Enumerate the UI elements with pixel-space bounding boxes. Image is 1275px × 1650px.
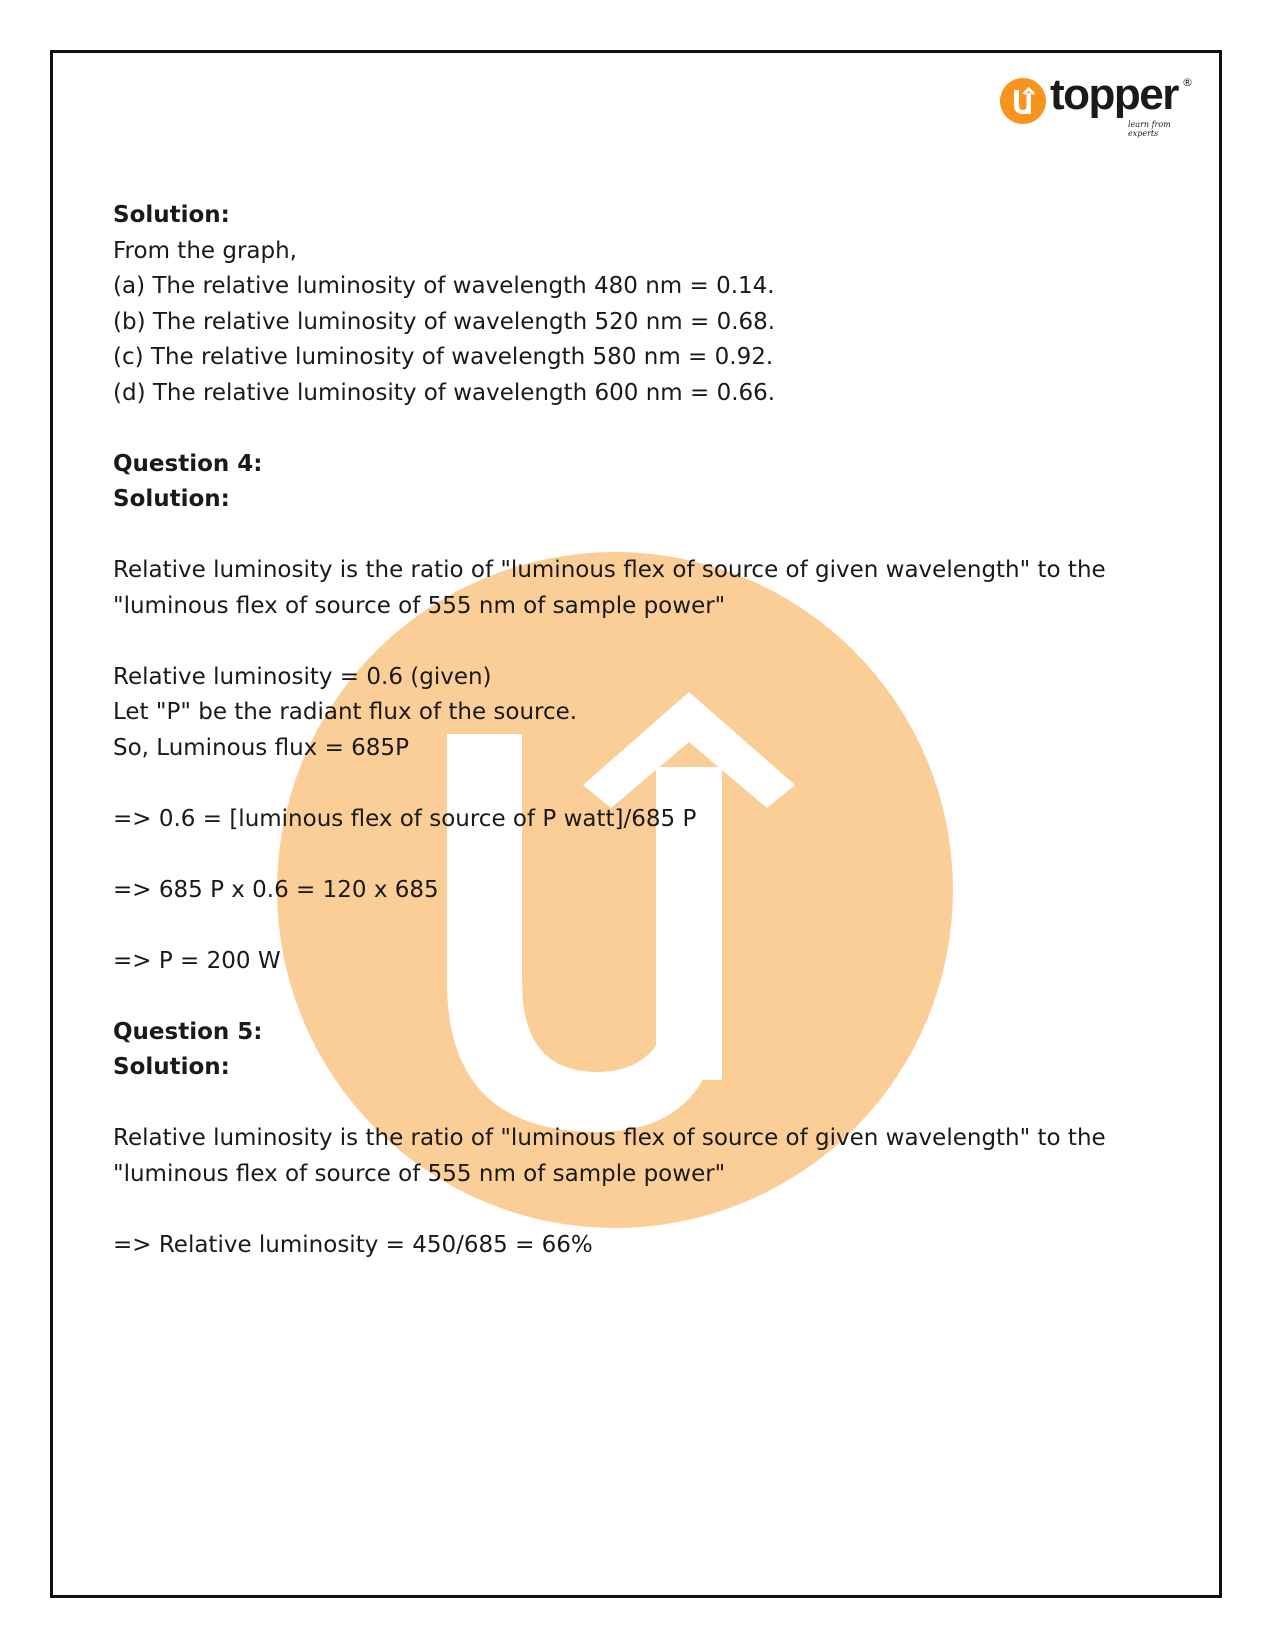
- document-content: [113, 198, 1173, 1263]
- topper-logo: [1000, 70, 1200, 138]
- text-line: Relative luminosity is the ratio of "luminous flex of source of given wavelength" to the: [113, 557, 1106, 583]
- logo-tagline: learn from experts: [1128, 120, 1171, 138]
- text-line: (d) The relative luminosity of wavelength 600 nm = 0.66.: [113, 379, 776, 406]
- text-line: (a) The relative luminosity of wavelength 480 nm = 0.14.: [113, 273, 775, 299]
- text-line: Let "P" be the radiant flux of the source.: [113, 699, 578, 725]
- topper-logo-icon: [1000, 78, 1046, 124]
- solution-heading: Solution:: [113, 1054, 230, 1080]
- logo-wordmark: topper: [1050, 70, 1178, 119]
- text-line: From the graph,: [113, 237, 297, 264]
- equation-line: => P = 200 W: [113, 947, 281, 974]
- text-line: Relative luminosity = 0.6 (given): [113, 663, 492, 690]
- question-heading: Question 5:: [113, 1018, 263, 1045]
- equation-line: => 0.6 = [luminous flex of source of P watt]/685 P: [113, 805, 697, 832]
- text-line: Relative luminosity is the ratio of "luminous flex of source of given wavelength" to the: [113, 1125, 1106, 1151]
- text-line: (b) The relative luminosity of wavelength 520 nm = 0.68.: [113, 308, 776, 335]
- equation-line: => 685 P x 0.6 = 120 x 685: [113, 876, 439, 903]
- text-line: "luminous flex of source of 555 nm of sample power": [113, 592, 726, 619]
- equation-line: => Relative luminosity = 450/685 = 66%: [113, 1231, 593, 1258]
- text-line: So, Luminous flux = 685P: [113, 734, 409, 761]
- registered-mark: ®: [1182, 76, 1193, 89]
- text-line: (c) The relative luminosity of wavelength 580 nm = 0.92.: [113, 344, 774, 370]
- solution-heading: Solution:: [113, 486, 230, 512]
- solution-heading: Solution:: [113, 202, 230, 228]
- question-heading: Question 4:: [113, 450, 263, 477]
- text-line: "luminous flex of source of 555 nm of sample power": [113, 1160, 726, 1187]
